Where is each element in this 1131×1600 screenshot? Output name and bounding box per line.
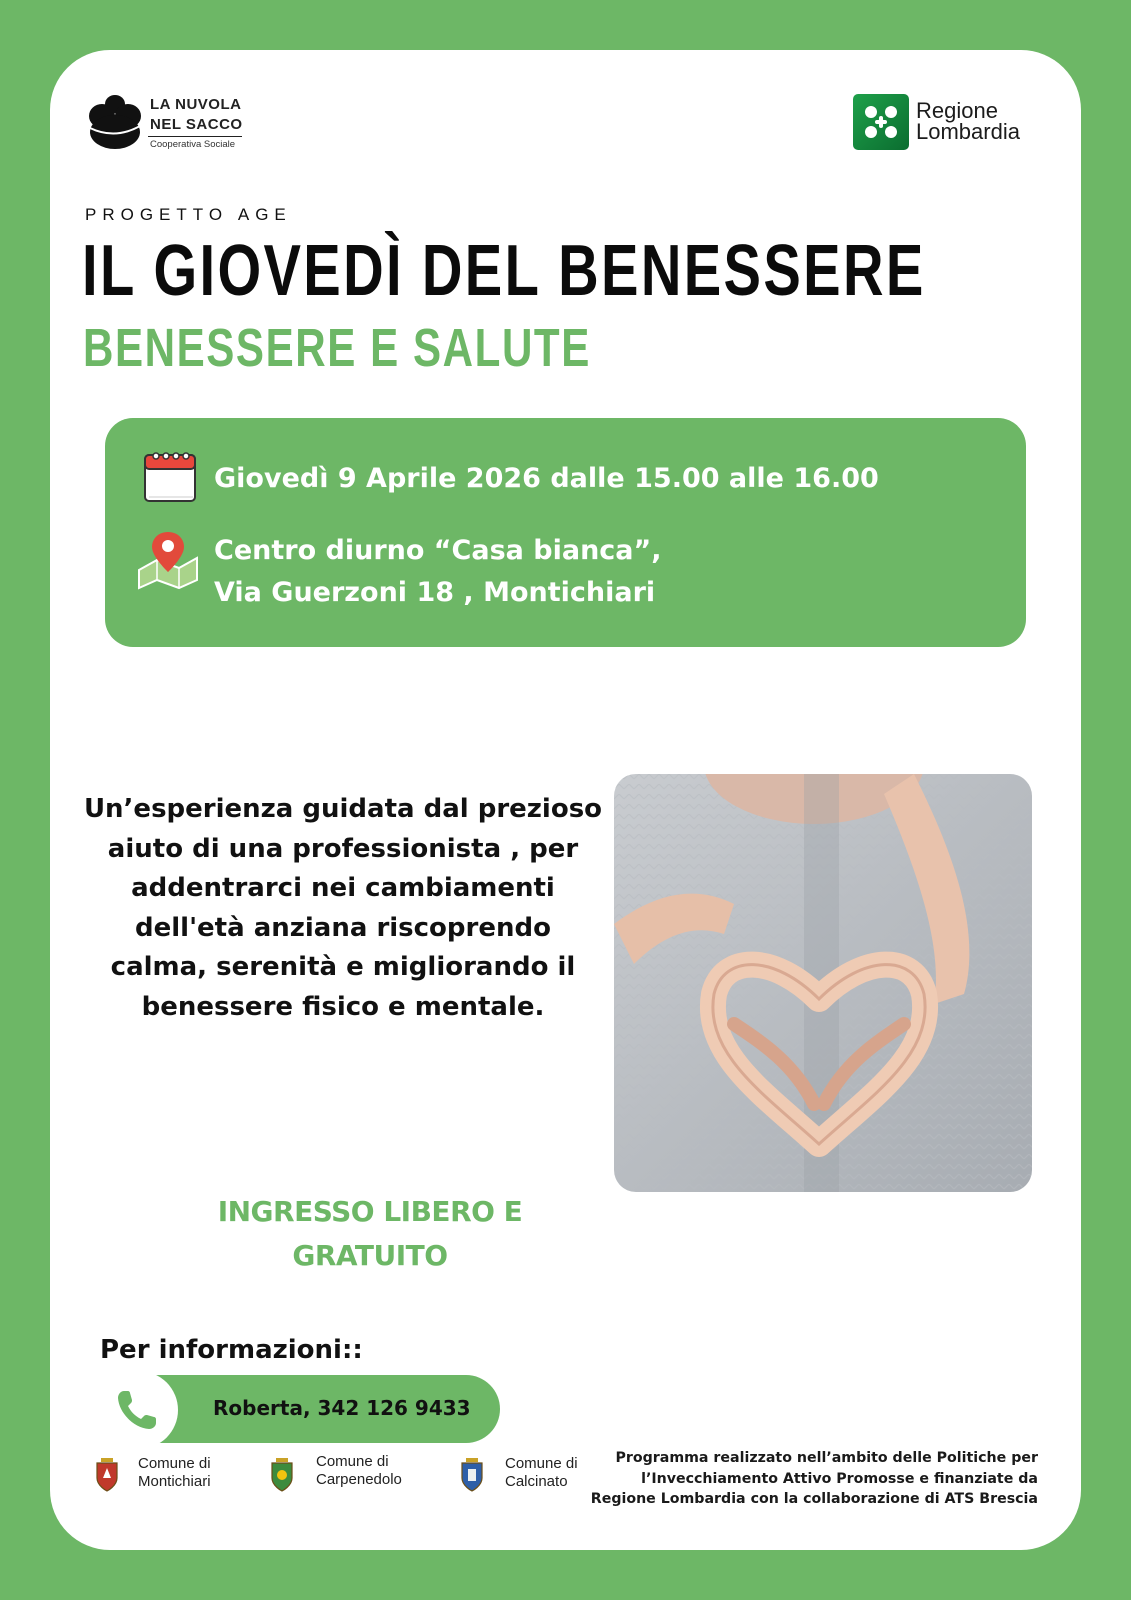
cloud-bag-icon	[86, 92, 144, 154]
free-entry-notice	[160, 1190, 580, 1278]
hands-forming-heart-photo	[614, 774, 1032, 1192]
event-date: Giovedì 9 Aprile 2026 dalle 15.00 alle 16.00	[214, 463, 879, 494]
free-entry-line1: INGRESSO LIBERO E	[217, 1195, 523, 1228]
comune-label: Comune di	[138, 1455, 211, 1472]
description-line: calma, serenità e migliorando il	[110, 952, 576, 982]
logo-left-line3: Cooperativa Sociale	[150, 139, 236, 150]
logo-right-line1: Regione	[916, 98, 998, 123]
funding-note-line: Regione Lombardia con la collaborazione di ATS Brescia	[590, 1491, 1038, 1507]
description-line: benessere fisico e mentale.	[141, 991, 545, 1022]
map-pin-icon	[135, 528, 201, 590]
comune-carpenedolo	[267, 1452, 417, 1498]
event-place-line1: Centro diurno “Casa bianca”,	[214, 535, 662, 566]
funding-note	[560, 1448, 1038, 1510]
comune-label: Comune di	[505, 1455, 578, 1472]
phone-icon	[112, 1385, 162, 1435]
rose-camuna-icon	[853, 94, 909, 150]
logo-left-divider	[148, 136, 242, 137]
event-info-box	[105, 418, 1026, 647]
description-line: Un’esperienza guidata dal prezioso	[83, 794, 603, 824]
logo-left-line2: NEL SACCO	[150, 116, 243, 133]
carpenedolo-crest-icon	[267, 1454, 297, 1494]
logo-right-line2: Lombardia	[916, 119, 1020, 144]
project-kicker: PROGETTO AGE	[85, 205, 292, 224]
comune-name: Montichiari	[138, 1473, 211, 1490]
calcinato-crest-icon	[457, 1454, 487, 1494]
description-line: addentrarci nei cambiamenti	[131, 873, 555, 903]
page-title: IL GIOVEDÌ DEL BENESSERE	[82, 231, 926, 311]
regione-lombardia-logo	[853, 94, 1053, 152]
event-place-line2: Via Guerzoni 18 , Montichiari	[214, 577, 656, 608]
free-entry-line2: GRATUITO	[292, 1239, 448, 1272]
contact-label: Per informazioni::	[100, 1335, 363, 1365]
description-line: dell'età anziana riscoprendo	[135, 912, 551, 943]
funding-note-line: l’Invecchiamento Attivo Promosse e finanziate da	[641, 1470, 1038, 1487]
description-line: aiuto di una professionista , per	[107, 833, 579, 864]
calendar-icon	[143, 449, 197, 503]
la-nuvola-nel-sacco-logo	[86, 92, 256, 158]
comune-montichiari	[92, 1452, 242, 1498]
comune-name: Carpenedolo	[316, 1471, 402, 1488]
event-description	[83, 790, 603, 1027]
logo-left-line1: LA NUVOLA	[150, 96, 242, 113]
page-subtitle: BENESSERE E SALUTE	[83, 318, 591, 378]
comune-label: Comune di	[316, 1453, 389, 1470]
montichiari-crest-icon	[92, 1454, 122, 1494]
contact-phone: Roberta, 342 126 9433	[213, 1396, 471, 1420]
comune-name: Calcinato	[505, 1473, 568, 1490]
funding-note-line: Programma realizzato nell’ambito delle Politiche per	[615, 1450, 1038, 1466]
